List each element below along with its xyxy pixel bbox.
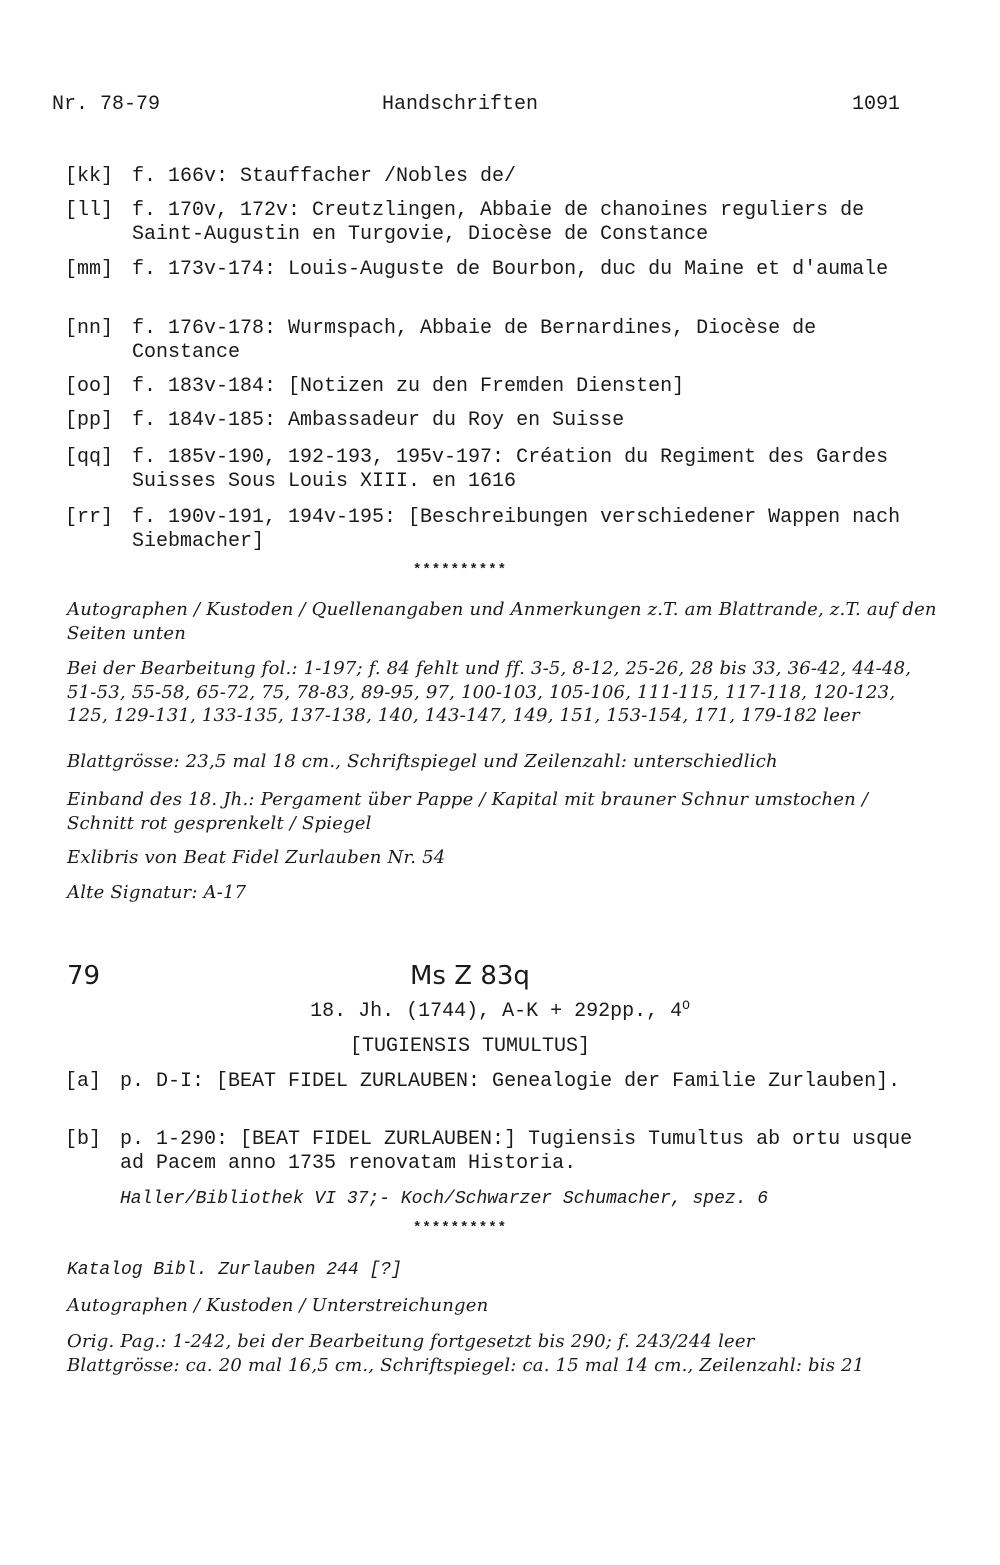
entry-tag: [kk] [65, 165, 114, 188]
entry-pp [65, 409, 935, 433]
entry-text: f. 166v: Stauffacher /Nobles de/ [132, 165, 517, 188]
entry-nn [65, 317, 935, 365]
format-degree: O [682, 998, 690, 1013]
separator: ********** [413, 562, 508, 578]
entry-oo [65, 375, 935, 399]
entry-text: f. 170v, 172v: Creutzlingen, Abbaie de chanoines reguliers de Saint-Augustin en Turgovie, Diocèse de Constance [132, 199, 865, 246]
entry-a [65, 1070, 935, 1094]
shelfmark: Ms Z 83q [410, 961, 530, 991]
header-title: Handschriften [382, 93, 539, 116]
entry-rr [65, 506, 935, 554]
date-line-text: 18. Jh. (1744), A-K + 292pp., 4 [310, 1000, 683, 1023]
entry-text: f. 190v-191, 194v-195: [Beschreibungen verschiedener Wappen nach Siebmacher] [132, 506, 901, 553]
entry-text: p. 1-290: [BEAT FIDEL ZURLAUBEN:] Tugiensis Tumultus ab ortu usque ad Pacem anno 1735 renovatam Historia. [120, 1128, 913, 1175]
entry-tag: [pp] [65, 409, 114, 432]
note-alte-signatur: Alte Signatur: A-17 [67, 882, 247, 903]
entry-kk [65, 165, 935, 189]
note-autographen: Autographen / Kustoden / Unterstreichungen [67, 1295, 489, 1316]
entry-mm [65, 258, 935, 282]
entry-b [65, 1128, 935, 1176]
entry-text: f. 184v-185: Ambassadeur du Roy en Suisse [132, 409, 625, 432]
separator: ********** [413, 1220, 508, 1236]
note-einband: Einband des 18. Jh.: Pergament über Pappe / Kapital mit brauner Schnur umstochen / Schnitt rot gesprenkelt / Spiegel [67, 789, 869, 834]
entry-text: f. 185v-190, 192-193, 195v-197: Création du Regiment des Gardes Suisses Sous Louis XIII. en 1616 [132, 446, 889, 493]
entry-text: f. 173v-174: Louis-Auguste de Bourbon, duc du Maine et d'aumale [132, 258, 889, 281]
entry-tag: [rr] [65, 506, 114, 529]
note-katalog: Katalog Bibl. Zurlauben 244 [?] [67, 1260, 402, 1280]
entry-text: f. 176v-178: Wurmspach, Abbaie de Bernardines, Diocèse de Constance [132, 317, 817, 364]
note-exlibris: Exlibris von Beat Fidel Zurlauben Nr. 54 [67, 847, 446, 868]
note-autographen: Autographen / Kustoden / Quellenangaben und Anmerkungen z.T. am Blattrande, z.T. auf den Seiten unten [67, 599, 937, 644]
manuscript-number: 79 [67, 961, 101, 991]
entry-ll [65, 199, 935, 247]
entry-tag: [mm] [65, 258, 114, 281]
entry-qq [65, 446, 935, 494]
entry-tag: [nn] [65, 317, 114, 340]
note-bearbeitung: Bei der Bearbeitung fol.: 1-197; f. 84 fehlt und ff. 3-5, 8-12, 25-26, 28 bis 33, 36-42, 44-48, 51-53, 55-58, 65-72, 75, 78-83, 89-95, 97, 100-103, 105-106, 111-115, 117-118, 120-123, 125, 129-131, 133-135, 137-138, 140, 143-147, 149, 151, 153-154, 171, 179-182 leer [67, 658, 912, 726]
note-blattgroesse: Blattgrösse: 23,5 mal 18 cm., Schriftspiegel und Zeilenzahl: unterschiedlich [67, 751, 778, 772]
note-pagination: Orig. Pag.: 1-242, bei der Bearbeitung fortgesetzt bis 290; f. 243/244 leer [67, 1331, 755, 1352]
date-line [40, 1000, 960, 1024]
entry-tag: [qq] [65, 446, 114, 469]
entry-tag: [a] [65, 1070, 102, 1093]
entry-tag: [oo] [65, 375, 114, 398]
bibliographic-reference: Haller/Bibliothek VI 37;- Koch/Schwarzer Schumacher, spez. 6 [120, 1189, 769, 1209]
entry-tag: [b] [65, 1128, 102, 1151]
header-page-number: 1091 [852, 93, 901, 116]
note-blattgroesse: Blattgrösse: ca. 20 mal 16,5 cm., Schriftspiegel: ca. 15 mal 14 cm., Zeilenzahl: bis 21 [67, 1355, 865, 1376]
entry-tag: [ll] [65, 199, 114, 222]
header-entry-range: Nr. 78-79 [52, 93, 161, 116]
entry-text: f. 183v-184: [Notizen zu den Fremden Diensten] [132, 375, 685, 398]
entry-text: p. D-I: [BEAT FIDEL ZURLAUBEN: Genealogie der Familie Zurlauben]. [120, 1070, 901, 1093]
work-title: [TUGIENSIS TUMULTUS] [349, 1035, 591, 1058]
